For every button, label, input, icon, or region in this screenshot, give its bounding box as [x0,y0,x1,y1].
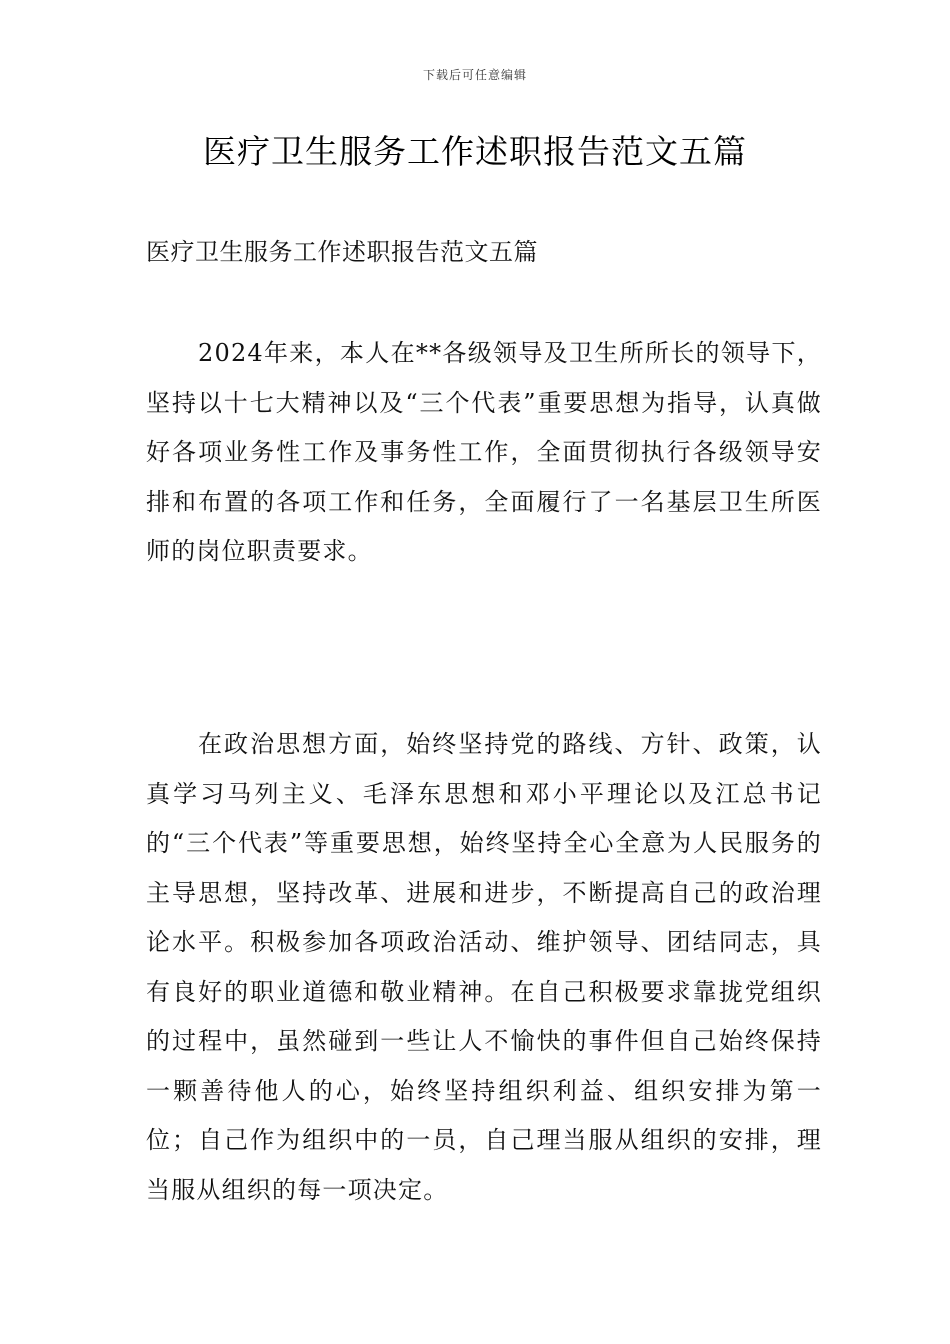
paragraph-political-thought: 在政治思想方面，始终坚持党的路线、方针、政策，认真学习马列主义、毛泽东思想和邓小平理论以及江总书记的“三个代表”等重要思想，始终坚持全心全意为人民服务的主导思想，坚持改革、进展和进步，不断提高自己的政治理论水平。积极参加各项政治活动、维护领导、团结同志，具有良好的职业道德和敬业精神。在自己积极要求靠拢党组织的过程中，虽然碰到一些让人不愉快的事件但自己始终保持一颗善待他人的心，始终坚持组织利益、组织安排为第一位；自己作为组织中的一员，自己理当服从组织的安排，理当服从组织的每一项决定。 [146,730,822,1204]
paragraph-intro: 2024年来，本人在**各级领导及卫生所所长的领导下，坚持以十七大精神以及“三个代表”重要思想为指导，认真做好各项业务性工作及事务性工作，全面贯彻执行各级领导安排和布置的各项工作和任务，全面履行了一名基层卫生所医师的岗位职责要求。 [146,339,822,565]
document-subtitle: 医疗卫生服务工作述职报告范文五篇 [146,238,538,266]
header-note: 下载后可任意编辑 [422,68,527,82]
document-title: 医疗卫生服务工作述职报告范文五篇 [203,132,747,171]
